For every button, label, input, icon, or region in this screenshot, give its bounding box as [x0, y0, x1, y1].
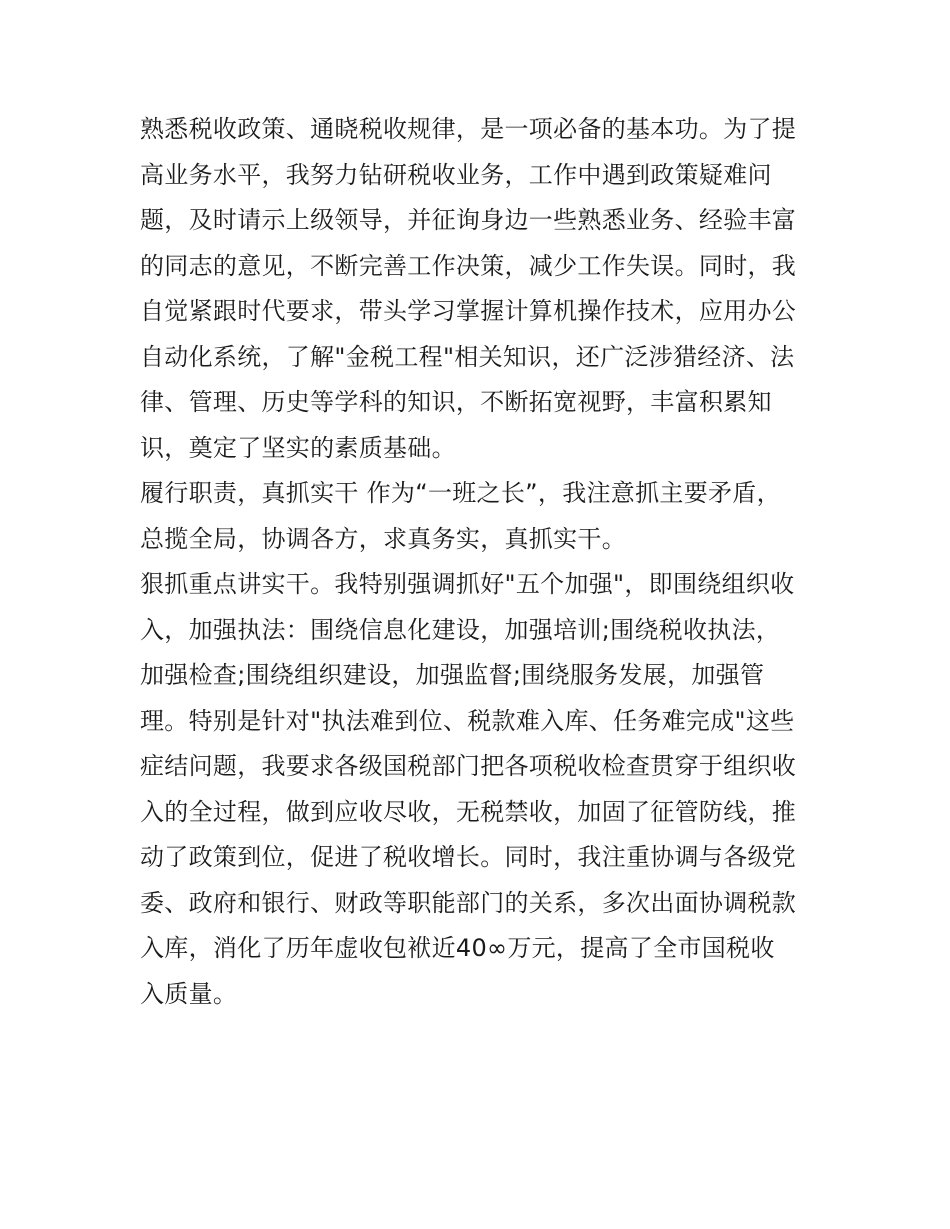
- text-line: 理。特别是针对"执法难到位、税款难入库、任务难完成"这些: [140, 706, 795, 735]
- text-line: 委、政府和银行、财政等职能部门的关系，多次出面协调税款: [140, 888, 797, 917]
- text-line: 入，加强执法：围绕信息化建设，加强培训;围绕税收执法，: [140, 615, 781, 644]
- text-line: 熟悉税收政策、通晓税收规律，是一项必备的基本功。为了提: [140, 115, 797, 143]
- text-line: 律、管理、历史等学科的知识，不断拓宽视野，丰富积累知: [140, 388, 772, 416]
- text-line: 入质量。: [140, 979, 238, 1008]
- text-line: 狠抓重点讲实干。我特别强调抓好"五个加强"，即围绕组织收: [140, 570, 795, 598]
- body-text: [140, 107, 820, 1017]
- text-line: 自动化系统，了解"金税工程"相关知识，还广泛涉猎经济、法: [140, 342, 795, 371]
- text-line: 的同志的意见，不断完善工作决策，减少工作失误。同时，我: [140, 251, 797, 280]
- text-line: 动了政策到位，促进了税收增长。同时，我注重协调与各级党: [140, 843, 797, 871]
- text-line: 识，奠定了坚实的素质基础。: [140, 433, 456, 462]
- text-line: 加强检查;围绕组织建设，加强监督;围绕服务发展，加强管: [140, 661, 765, 689]
- text-line: 症结问题，我要求各级国税部门把各项税收检查贯穿于组织收: [140, 752, 797, 780]
- text-line: 高业务水平，我努力钻研税收业务，工作中遇到政策疑难问: [140, 160, 772, 189]
- text-line: 自觉紧跟时代要求，带头学习掌握计算机操作技术，应用办公: [140, 297, 797, 325]
- text-line: 履行职责，真抓实干 作为“一班之长”，我注意抓主要矛盾，: [140, 479, 781, 507]
- text-line: 入的全过程，做到应收尽收，无税禁收，加固了征管防线，推: [140, 797, 797, 826]
- text-line: 总揽全局，协调各方，求真务实，真抓实干。: [140, 524, 626, 553]
- text-line: 入库，消化了历年虚收包袱近40∞万元，提高了全市国税收: [140, 934, 775, 962]
- text-line: 题，及时请示上级领导，并征询身边一些熟悉业务、经验丰富: [140, 206, 797, 234]
